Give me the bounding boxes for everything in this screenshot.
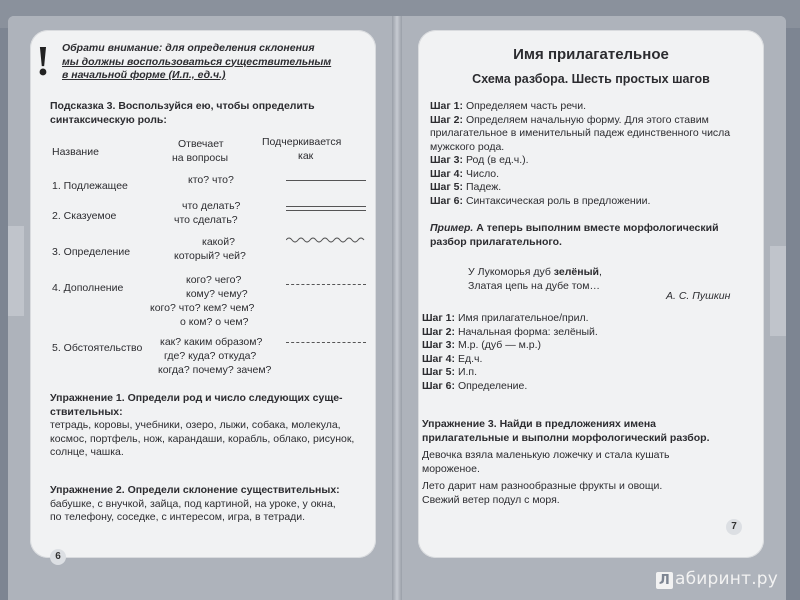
row-questions: который? чей? <box>174 250 246 262</box>
note-line: мы должны воспользоваться существительным <box>62 55 332 68</box>
step-line: Шаг 3: М.р. (дуб — м.р.) <box>422 339 542 351</box>
exercise-line: космос, портфель, нож, карандаши, корабль, облако, рисунок, <box>50 432 355 445</box>
row-name: 4. Дополнение <box>52 282 124 294</box>
step-line: Шаг 6: Синтаксическая роль в предложении. <box>430 194 651 207</box>
step-line: прилагательное в именительный падеж единственного числа <box>430 127 731 139</box>
step-line: Шаг 5: Падеж. <box>430 181 502 193</box>
row-name: 1. Подлежащее <box>52 180 128 192</box>
right-page-tab <box>770 246 786 336</box>
step-line: Шаг 4: Ед.ч. <box>422 352 483 365</box>
step-line: Шаг 6: Определение. <box>422 379 528 392</box>
step-line: Шаг 1: Определяем часть речи. <box>430 100 587 112</box>
labirint-logo-icon: Л <box>656 572 673 589</box>
booklet-spine <box>392 16 402 600</box>
row-questions: как? каким образом? <box>160 336 263 348</box>
step-line: Шаг 3: Род (в ед.ч.). <box>430 154 529 166</box>
poem-line: Златая цепь на дубе том… <box>468 279 600 292</box>
example-line: разбор прилагательного. <box>430 235 562 248</box>
row-questions: когда? почему? зачем? <box>158 364 272 376</box>
exercise-line: солнце, чашка. <box>50 446 124 458</box>
solid-underline-mark <box>286 180 366 181</box>
step-line: Шаг 1: Имя прилагательное/прил. <box>422 312 589 324</box>
row-questions: кому? чему? <box>186 288 248 300</box>
row-name: 5. Обстоятельство <box>52 342 143 354</box>
row-questions: кого? что? кем? чем? <box>150 302 255 314</box>
hint-line: синтаксическую роль: <box>50 113 167 126</box>
page-subtitle: Схема разбора. Шесть простых шагов <box>472 72 710 86</box>
exercise-line: по телефону, соседке, с интересом, игра, в тетради. <box>50 511 306 523</box>
example-line: Пример. А теперь выполним вместе морфологический <box>430 222 719 234</box>
dash-dot-underline-mark <box>286 342 366 343</box>
example-block <box>430 222 719 249</box>
dashed-underline-mark <box>286 284 366 285</box>
header-underline: Подчеркивается <box>262 136 342 148</box>
exercise-line: Упражнение 3. Найди в предложениях имена <box>422 418 657 430</box>
row-name: 2. Сказуемое <box>52 210 117 222</box>
steps-scheme <box>430 100 730 208</box>
step-line: Шаг 4: Число. <box>430 167 500 180</box>
row-questions: о ком? о чем? <box>180 316 249 328</box>
double-underline-mark <box>286 206 366 211</box>
left-page-tab <box>8 226 24 316</box>
exercise-line: Упражнение 1. Определи род и число следующих суще- <box>50 392 343 404</box>
note-line: Обрати внимание: для определения склонения <box>62 42 315 54</box>
row-questions: какой? <box>202 236 235 248</box>
wavy-underline-mark <box>286 236 366 244</box>
exercise-3 <box>422 418 710 507</box>
hint-line: Подсказка 3. Воспользуйся ею, чтобы определить <box>50 100 315 112</box>
exercise-2 <box>50 484 340 525</box>
page-number: 7 <box>726 519 742 535</box>
page-title: Имя прилагательное <box>513 46 669 63</box>
row-questions: кто? что? <box>188 174 234 186</box>
hint-block <box>50 100 315 127</box>
row-name: 3. Определение <box>52 246 131 258</box>
row-questions: кого? чего? <box>186 274 242 286</box>
step-line: Шаг 2: Начальная форма: зелёный. <box>422 325 598 338</box>
poem-author: А. С. Пушкин <box>666 290 731 302</box>
exercise-line: ствительных: <box>50 405 123 418</box>
row-questions: что делать? <box>182 200 241 212</box>
header-underline: как <box>298 150 314 162</box>
labirint-watermark <box>656 569 778 589</box>
watermark-text: абиринт.ру <box>675 569 779 589</box>
header-asks: на вопросы <box>172 152 229 164</box>
poem-quote <box>468 266 602 293</box>
row-questions: что сделать? <box>174 214 238 226</box>
page-number: 6 <box>50 549 66 565</box>
exercise-line: бабушке, с внучкой, зайца, под картиной, на уроке, у окна, <box>50 497 336 510</box>
exercise-line: прилагательные и выполни морфологический разбор. <box>422 431 710 444</box>
exercise-line: Упражнение 2. Определи склонение существительных: <box>50 484 340 496</box>
exercise-line: Свежий ветер подул с моря. <box>422 493 560 506</box>
row-questions: где? куда? откуда? <box>164 350 257 362</box>
exercise-line: Лето дарит нам разнообразные фрукты и овощи. <box>422 480 663 492</box>
exercise-line: мороженое. <box>422 462 480 475</box>
exercise-1 <box>50 392 354 460</box>
header-name: Название <box>52 146 99 158</box>
header-asks: Отвечает <box>178 138 224 150</box>
step-line: мужского рода. <box>430 140 505 153</box>
attention-note <box>62 42 331 83</box>
step-line: Шаг 5: И.п. <box>422 366 478 378</box>
note-line: в начальной форме (И.п., ед.ч.) <box>62 69 226 81</box>
exercise-line: тетрадь, коровы, учебники, озеро, лыжи, собака, молекула, <box>50 419 341 431</box>
step-line: Шаг 2: Определяем начальную форму. Для этого ставим <box>430 113 709 126</box>
poem-line: У Лукоморья дуб зелёный, <box>468 266 602 278</box>
exclamation-icon: ! <box>36 39 50 85</box>
exercise-line: Девочка взяла маленькую ложечку и стала кушать <box>422 449 670 461</box>
steps-applied <box>422 312 598 393</box>
